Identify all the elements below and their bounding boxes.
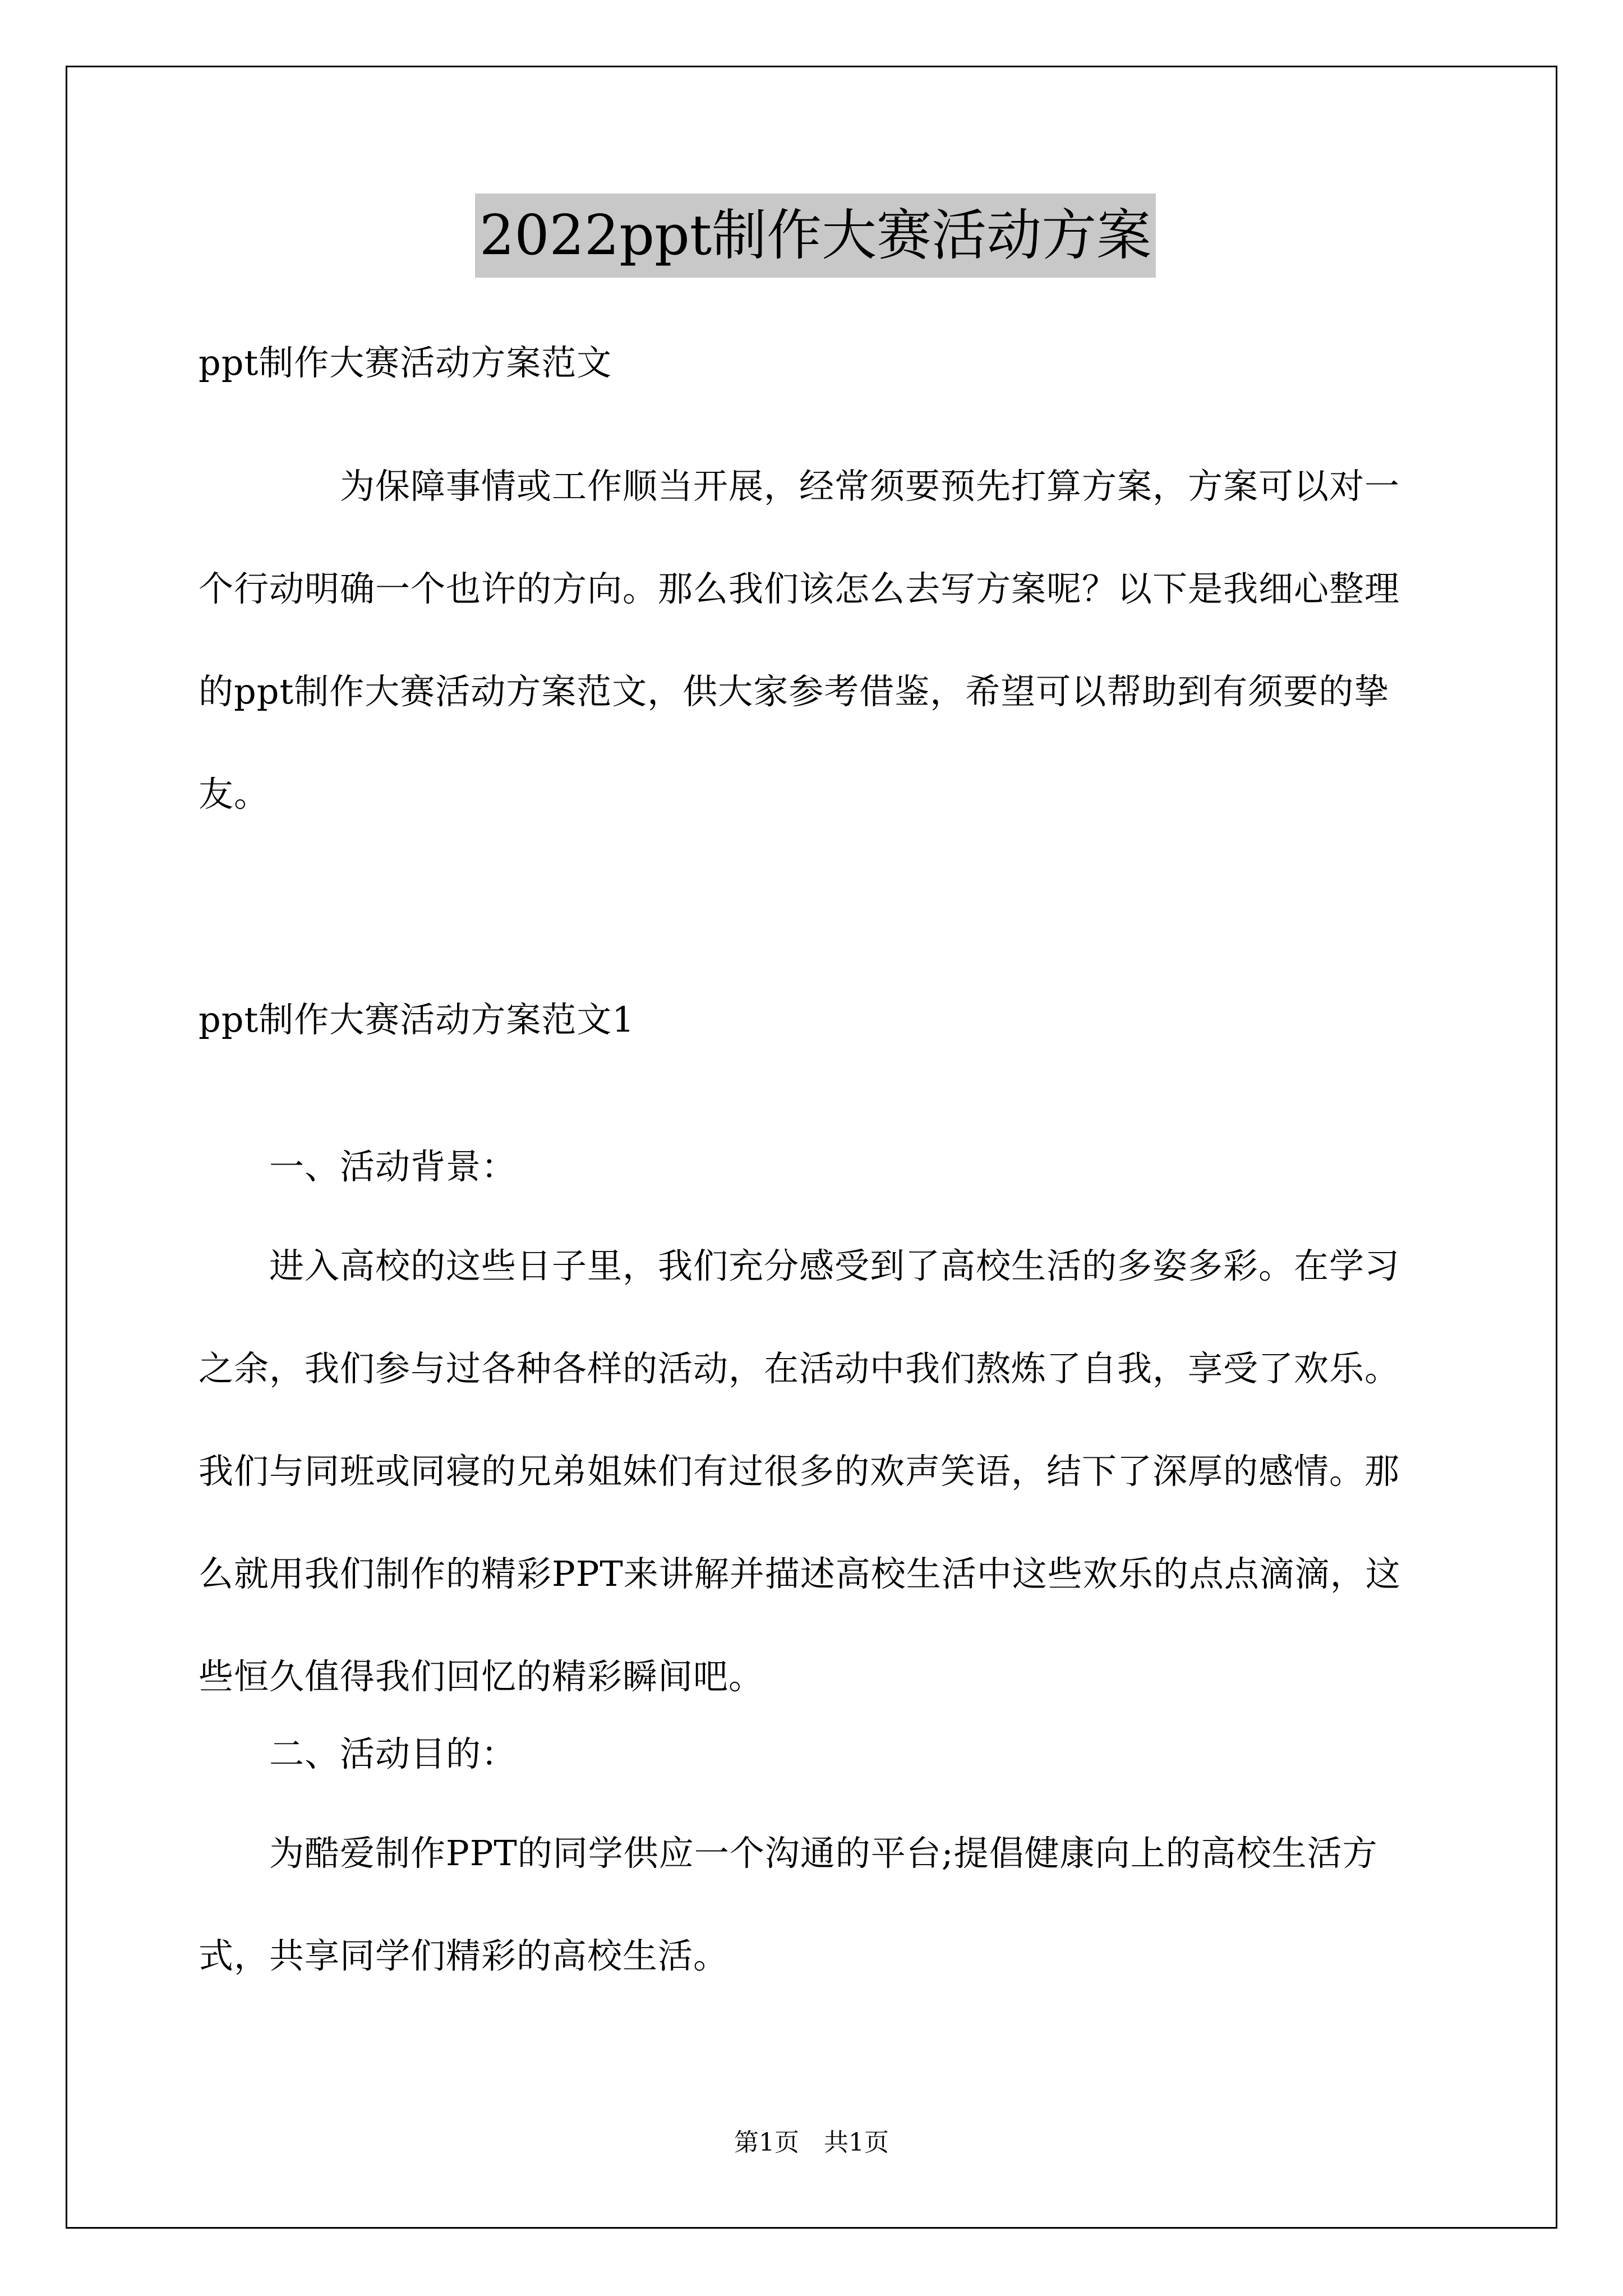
purpose-heading: 二、活动目的：	[199, 1733, 517, 1774]
intro-paragraph: 为保障事情或工作顺当开展，经常须要预先打算方案，方案可以对一个行动明确一个也许的方向。那么我们该怎么去写方案呢？以下是我细心整理的ppt制作大赛活动方案范文，供大家参考借鉴，希望可以帮助到有须要的挚友。	[199, 466, 1400, 815]
section-heading: ppt制作大赛活动方案范文1	[199, 999, 635, 1040]
background-heading: 一、活动背景：	[199, 1146, 517, 1187]
purpose-paragraph: 为酷爱制作PPT的同学供应一个沟通的平台;提倡健康向上的高校生活方式，共享同学们精彩的高校生活。	[199, 1833, 1378, 1976]
page-footer: 第1页 共1页	[734, 2128, 889, 2157]
background-paragraph: 进入高校的这些日子里，我们充分感受到了高校生活的多姿多彩。在学习之余，我们参与过各种各样的活动，在活动中我们熬炼了自我，享受了欢乐。我们与同班或同寝的兄弟姐妹们有过很多的欢声笑语，结下了深厚的感情。那么就用我们制作的精彩PPT来讲解并描述高校生活中这些欢乐的点点滴滴，这些恒久值得我们回忆的精彩瞬间吧。	[199, 1245, 1401, 1697]
document-subtitle: ppt制作大赛活动方案范文	[199, 342, 612, 383]
document-title: 2022ppt制作大赛活动方案	[475, 194, 1156, 278]
title-block	[199, 194, 1432, 278]
